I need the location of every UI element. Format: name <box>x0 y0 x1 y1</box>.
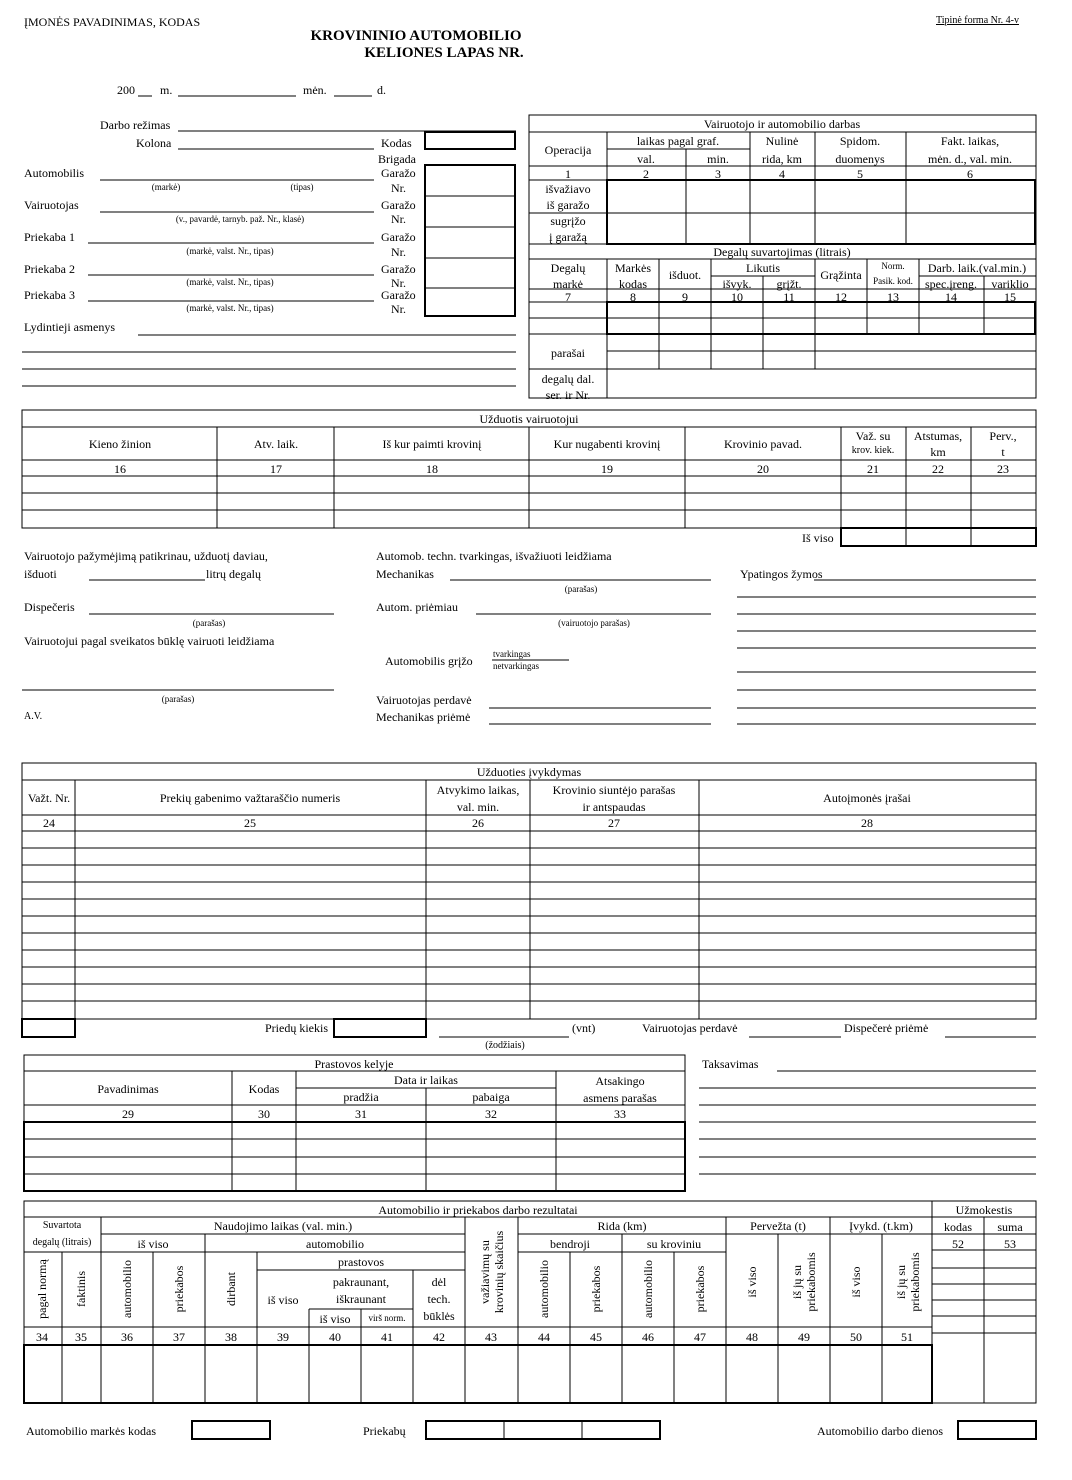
col-pabaiga: pabaiga <box>472 1090 510 1104</box>
col-num: 50 <box>850 1330 862 1344</box>
col-num: 40 <box>329 1330 341 1344</box>
row-parasai: parašai <box>551 346 585 360</box>
col-suvartota-1: Suvartota <box>42 1220 82 1231</box>
col-atv-laik: Atv. laik. <box>253 437 299 451</box>
col-nuline-1: Nulinė <box>765 134 799 148</box>
col-kodas: Kodas <box>248 1082 280 1096</box>
vnt-label: (vnt) <box>572 1021 596 1035</box>
col-kieno-zinion: Kieno žinion <box>88 437 152 451</box>
col-num: 43 <box>485 1330 497 1344</box>
darbo-rezimas-label: Darbo režimas <box>100 118 171 132</box>
col-num: 10 <box>731 290 743 304</box>
tvarkingas-isvaz-label: Automob. techn. tvarkingas, išvažiuoti leidžiama <box>376 549 612 563</box>
darbo-dienos-label: Automobilio darbo dienos <box>817 1424 943 1438</box>
col-num: 17 <box>270 462 282 476</box>
vairuotojas-hint: (v., pavardė, tarnyb. paž. Nr., klasė) <box>175 214 305 224</box>
col-fakt-2: mėn. d., val. min. <box>928 152 1012 166</box>
col-num: 52 <box>952 1237 964 1251</box>
col-isduot: išduot. <box>668 268 702 282</box>
col-num: 12 <box>835 290 847 304</box>
grizo-label: Automobilis grįžo <box>385 654 473 668</box>
garazo-label-5: Garažo <box>381 288 416 302</box>
col-pavadinimas: Pavadinimas <box>97 1082 159 1096</box>
row-degalu-dal-2: ser. ir Nr. <box>545 388 591 402</box>
date-year: 200 <box>117 83 135 97</box>
form-type: Tipinė forma Nr. 4-v <box>936 15 1019 26</box>
automobilis-label: Automobilis <box>24 166 85 180</box>
delay-table-title: Prastovos kelyje <box>314 1057 394 1071</box>
col-num: 53 <box>1004 1237 1016 1251</box>
col-num: 4 <box>779 167 785 181</box>
col-del-3: būklės <box>423 1309 455 1323</box>
col-num: 3 <box>715 167 721 181</box>
col-num: 5 <box>857 167 863 181</box>
col-vazt-nr: Važt. Nr. <box>27 791 71 805</box>
garazo-nr-3: Nr. <box>391 245 406 259</box>
vlabel-rida-priekabos: priekabos <box>589 1265 603 1313</box>
col-num: 26 <box>472 816 484 830</box>
col-naudojimo-laikas: Naudojimo laikas (val. min.) <box>213 1219 353 1233</box>
vairuotojas-label: Vairuotojas <box>24 198 79 212</box>
col-suma: suma <box>997 1220 1023 1234</box>
col-siuntejo-2: ir antspaudas <box>582 800 646 814</box>
col-pradzia: pradžia <box>343 1090 379 1104</box>
vlabel-pervezta-is-viso: iš viso <box>745 1266 759 1298</box>
col-num: 28 <box>861 816 873 830</box>
garazo-label-2: Garažo <box>381 198 416 212</box>
col-num: 13 <box>887 290 899 304</box>
col-vaztarascio-numeris: Prekių gabenimo važtaraščio numeris <box>159 791 341 805</box>
col-num: 42 <box>433 1330 445 1344</box>
task-table-title: Užduotis vairuotojui <box>479 412 579 426</box>
col-pasik-kod: Pasik. kod. <box>873 276 913 286</box>
vair-perdave-label: Vairuotojas perdavė <box>376 693 472 707</box>
priekaba1-hint: (markė, valst. Nr., tipas) <box>186 246 274 256</box>
col-num: 35 <box>75 1330 87 1344</box>
col-del-2: tech. <box>427 1292 451 1306</box>
col-num: 44 <box>538 1330 550 1344</box>
col-atvykimo-1: Atvykimo laikas, <box>436 783 520 797</box>
col-num: 16 <box>114 462 126 476</box>
brigada-label: Brigada <box>378 152 416 166</box>
priekabu-label: Priekabų <box>363 1424 406 1438</box>
col-num: 32 <box>485 1107 497 1121</box>
row-sugrizo-2: į garažą <box>549 230 587 244</box>
col-pakraunant-1: pakraunant, <box>332 1275 390 1289</box>
row-isvaziavo-2: iš garažo <box>546 198 590 212</box>
col-prastovos-is-viso: iš viso <box>267 1293 299 1307</box>
netvarkingas-label: netvarkingas <box>493 661 539 671</box>
vlabel-su-krov-automobilio: automobilio <box>641 1260 655 1318</box>
col-su-kroviniu: su kroviniu <box>646 1237 702 1251</box>
garazo-label-1: Garažo <box>381 166 416 180</box>
garazo-label-3: Garažo <box>381 230 416 244</box>
col-num: 27 <box>608 816 620 830</box>
col-nuline-2: rida, km <box>762 152 802 166</box>
priekaba2-hint: (markė, valst. Nr., tipas) <box>186 277 274 287</box>
col-num: 1 <box>565 167 571 181</box>
date-d: d. <box>377 83 386 97</box>
col-num: 18 <box>426 462 438 476</box>
vlabel-faktinis: faktinis <box>74 1271 88 1307</box>
vlabel-ivykd-isju-1: iš jų su <box>894 1264 908 1300</box>
col-atsakingo-2: asmens parašas <box>583 1091 657 1105</box>
col-suvartota-2: degalų (litrais) <box>32 1237 92 1248</box>
col-grazinta: Grąžinta <box>820 268 862 282</box>
lydintieji-label: Lydintieji asmenys <box>24 320 115 334</box>
title-line2: KELIONES LAPAS NR. <box>364 45 524 61</box>
sveikatos-label: Vairuotojui pagal sveikatos būklę vairuoti leidžiama <box>24 634 275 648</box>
col-pakraunant-2: iškraunant <box>336 1292 386 1306</box>
av-label: A.V. <box>24 711 43 722</box>
col-pervezta: Pervežta (t) <box>750 1219 806 1233</box>
title-line1: KROVININIO AUTOMOBILIO <box>310 28 522 44</box>
col-pakr-is-viso: iš viso <box>319 1312 351 1326</box>
col-kodas: kodas <box>944 1220 972 1234</box>
col-num: 11 <box>783 290 795 304</box>
row-degalu-dal-1: degalų dal. <box>541 372 595 386</box>
results-table-title: Automobilio ir priekabos darbo rezultatai <box>378 1203 578 1217</box>
col-automobilio: automobilio <box>306 1237 364 1251</box>
is-viso-label: Iš viso <box>802 531 834 545</box>
col-markes: Markės <box>615 261 651 275</box>
col-krovinio-pavad: Krovinio pavad. <box>724 437 802 451</box>
garazo-nr-1: Nr. <box>391 181 406 195</box>
litru-label: litrų degalų <box>206 567 261 581</box>
col-operacija: Operacija <box>544 143 592 157</box>
col-norm: Norm. <box>881 261 905 271</box>
col-num: 46 <box>642 1330 654 1344</box>
taksavimas-label: Taksavimas <box>702 1057 759 1071</box>
mechanikas-label: Mechanikas <box>376 567 434 581</box>
exec-vair-perdave-label: Vairuotojas perdavė <box>642 1021 738 1035</box>
col-autoimones-irasai: Autoįmonės įrašai <box>823 791 911 805</box>
dispeceris-label: Dispečeris <box>24 600 75 614</box>
col-num: 6 <box>967 167 973 181</box>
vlabel-automobilio: automobilio <box>120 1260 134 1318</box>
company-label: ĮMONĖS PAVADINIMAS, KODAS <box>24 15 201 29</box>
col-num: 48 <box>746 1330 758 1344</box>
vairuotojo-parasas-hint: (vairuotojo parašas) <box>558 618 630 628</box>
vlabel-dirbant: dirbant <box>224 1272 238 1306</box>
col-ivykd: Įvykd. (t.km) <box>849 1219 913 1233</box>
disp-prieme-label: Dispečerė priėmė <box>844 1021 929 1035</box>
garazo-nr-4: Nr. <box>391 276 406 290</box>
garazo-nr-2: Nr. <box>391 212 406 226</box>
col-variklio: variklio <box>991 277 1029 291</box>
vlabel-su-krov-priekabos: priekabos <box>693 1265 707 1313</box>
col-num: 47 <box>694 1330 706 1344</box>
col-vaz-su-1: Važ. su <box>855 429 891 443</box>
row-isvaziavo-1: išvažiavo <box>545 182 591 196</box>
autom-priemiau-label: Autom. priėmiau <box>376 600 458 614</box>
col-degalu: Degalų <box>550 261 586 275</box>
col-spidom-2: duomenys <box>835 152 885 166</box>
garazo-label-4: Garažo <box>381 262 416 276</box>
col-num: 31 <box>355 1107 367 1121</box>
col-atstumas-2: km <box>930 445 946 459</box>
date-m: m. <box>160 83 173 97</box>
patikrinau-label: Vairuotojo pažymėjimą patikrinau, užduotį daviau, <box>24 549 268 563</box>
vlabel-vaziavimu-1: važiavimų su <box>478 1240 492 1304</box>
vlabel-priekabos: priekabos <box>172 1265 186 1313</box>
exec-table-title: Užduoties įvykdymas <box>476 765 582 779</box>
col-siuntejo-1: Krovinio siuntėjo parašas <box>552 783 676 797</box>
priedu-kiekis-label: Priedų kiekis <box>265 1021 328 1035</box>
col-num: 7 <box>565 290 571 304</box>
col-spec-ireng: spec.įreng. <box>925 277 977 291</box>
col-rida: Rida (km) <box>597 1219 647 1233</box>
priekaba2-label: Priekaba 2 <box>24 262 75 276</box>
col-num: 29 <box>122 1107 134 1121</box>
vlabel-ivykd-is-viso: iš viso <box>849 1266 863 1298</box>
date-men: mėn. <box>303 83 327 97</box>
vlabel-ivykd-isju-2: priekabomis <box>908 1252 922 1312</box>
col-data-laikas: Data ir laikas <box>394 1073 458 1087</box>
vlabel-pagal-norma: pagal normą <box>35 1259 49 1319</box>
col-num: 33 <box>614 1107 626 1121</box>
col-spidom-1: Spidom. <box>839 134 881 148</box>
kolona-label: Kolona <box>136 136 172 150</box>
vlabel-pervezta-isju-1: iš jų su <box>790 1264 804 1300</box>
fuel-table-title: Degalų suvartojimas (litrais) <box>713 245 851 259</box>
priekaba3-label: Priekaba 3 <box>24 288 75 302</box>
col-laikas-graf: laikas pagal graf. <box>636 134 720 148</box>
col-markes-kodas: kodas <box>619 277 647 291</box>
col-num: 39 <box>277 1330 289 1344</box>
isduoti-label: išduoti <box>24 567 57 581</box>
col-num: 30 <box>258 1107 270 1121</box>
col-num: 20 <box>757 462 769 476</box>
col-num: 37 <box>173 1330 185 1344</box>
col-virs-norm: virš norm. <box>368 1313 406 1323</box>
tvarkingas-label: tvarkingas <box>493 649 531 659</box>
col-num: 9 <box>682 290 688 304</box>
col-num: 38 <box>225 1330 237 1344</box>
col-bendroji: bendroji <box>550 1237 590 1251</box>
col-num: 24 <box>43 816 55 830</box>
col-num: 25 <box>244 816 256 830</box>
parasas-hint: (parašas) <box>564 584 598 594</box>
col-num: 34 <box>36 1330 48 1344</box>
col-darb-laik: Darb. laik.(val.min.) <box>927 261 1027 275</box>
col-num: 36 <box>121 1330 133 1344</box>
vlabel-pervezta-isju-2: priekabomis <box>804 1252 818 1312</box>
col-num: 2 <box>643 167 649 181</box>
col-grizt: grįžt. <box>776 277 802 291</box>
col-atstumas-1: Atstumas, <box>913 429 963 443</box>
markes-kodas-label: Automobilio markės kodas <box>26 1424 156 1438</box>
col-num: 22 <box>932 462 944 476</box>
col-is-viso: iš viso <box>137 1237 169 1251</box>
marke-hint: (markė) <box>151 182 181 192</box>
tipas-hint: (tipas) <box>290 182 314 192</box>
work-table-title: Vairuotojo ir automobilio darbas <box>703 117 861 131</box>
col-min: min. <box>707 152 729 166</box>
col-num: 41 <box>381 1330 393 1344</box>
col-val: val. <box>637 152 655 166</box>
col-num: 19 <box>601 462 613 476</box>
priekaba1-label: Priekaba 1 <box>24 230 75 244</box>
col-atvykimo-2: val. min. <box>456 800 500 814</box>
col-num: 51 <box>901 1330 913 1344</box>
col-perv-1: Perv., <box>989 429 1017 443</box>
parasas-hint: (parašas) <box>192 618 226 628</box>
col-is-kur: Iš kur paimti krovinį <box>382 437 482 451</box>
kodas-label: Kodas <box>381 136 412 150</box>
col-fakt-1: Fakt. laikas, <box>940 134 1000 148</box>
col-perv-2: t <box>1001 445 1005 459</box>
col-num: 15 <box>1004 290 1016 304</box>
col-num: 23 <box>997 462 1009 476</box>
priekaba3-hint: (markė, valst. Nr., tipas) <box>186 303 274 313</box>
parasas-hint: (parašas) <box>161 694 195 704</box>
col-num: 45 <box>590 1330 602 1344</box>
col-atsakingo-1: Atsakingo <box>595 1074 645 1088</box>
ypatingos-label: Ypatingos žymos <box>740 567 823 581</box>
col-num: 21 <box>867 462 879 476</box>
col-prastovos: prastovos <box>338 1255 384 1269</box>
col-num: 14 <box>945 290 957 304</box>
uzmokestis-label: Užmokestis <box>955 1203 1013 1217</box>
col-degalu-marke: markė <box>553 277 583 291</box>
vlabel-rida-automobilio: automobilio <box>537 1260 551 1318</box>
zodziais-hint: (žodžiais) <box>485 1040 525 1051</box>
garazo-nr-5: Nr. <box>391 302 406 316</box>
col-num: 8 <box>630 290 636 304</box>
row-sugrizo-1: sugrįžo <box>550 214 586 228</box>
col-num: 49 <box>798 1330 810 1344</box>
col-vaz-su-2: krov. kiek. <box>851 445 895 456</box>
col-isvyk: išvyk. <box>722 277 752 291</box>
col-likutis: Likutis <box>745 261 781 275</box>
col-del-1: dėl <box>431 1275 447 1289</box>
col-kur-nugabenti: Kur nugabenti krovinį <box>553 437 661 451</box>
vlabel-vaziavimu-2: krovinių skaičius <box>492 1230 506 1314</box>
mech-prieme-label: Mechanikas priėmė <box>376 710 471 724</box>
